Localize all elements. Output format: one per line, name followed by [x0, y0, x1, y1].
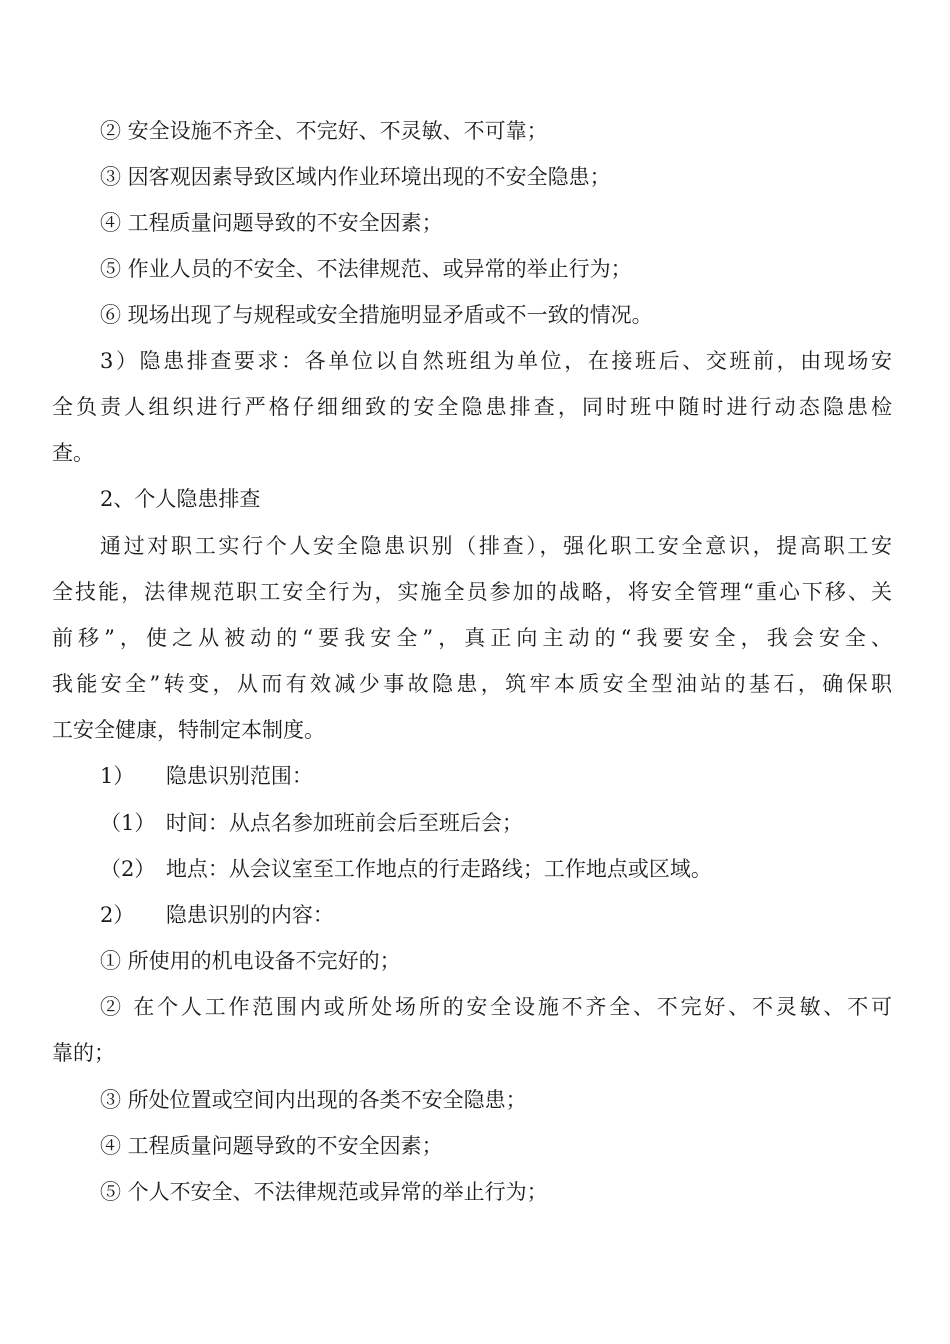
- paragraph-requirements-line-2: 全负责人组织进行严格仔细细致的安全隐患排查，同时班中随时进行动态隐患检: [52, 395, 892, 419]
- content-item-2-line-1: ② 在个人工作范围内或所处场所的安全设施不齐全、不完好、不灵敏、不可: [100, 995, 892, 1019]
- section-heading-personal: 2、个人隐患排查: [100, 487, 261, 511]
- scope-item-time: （1） 时间：从点名参加班前会后至班后会；: [100, 811, 523, 835]
- paragraph-personal-line-1: 通过对职工实行个人安全隐患识别（排查），强化职工安全意识，提高职工安: [100, 534, 892, 558]
- text-line-hazard-6: ⑥ 现场出现了与规程或安全措施明显矛盾或不一致的情况。: [100, 303, 653, 327]
- paragraph-personal-line-4: 我能安全”转变，从而有效减少事故隐患，筑牢本质安全型油站的基石，确保职: [52, 672, 892, 696]
- paragraph-personal-line-5: 工安全健康，特制定本制度。: [52, 718, 325, 742]
- paragraph-requirements-line-1: 3）隐患排查要求：各单位以自然班组为单位，在接班后、交班前，由现场安: [100, 349, 892, 373]
- paragraph-personal-line-2: 全技能，法律规范职工安全行为，实施全员参加的战略，将安全管理“重心下移、关: [52, 580, 892, 604]
- paragraph-requirements-line-3: 查。: [52, 441, 94, 465]
- scope-item-place: （2） 地点：从会议室至工作地点的行走路线；工作地点或区域。: [100, 857, 712, 881]
- text-line-hazard-4: ④ 工程质量问题导致的不安全因素；: [100, 211, 443, 235]
- text-line-hazard-2: ② 安全设施不齐全、不完好、不灵敏、不可靠；: [100, 119, 548, 143]
- content-item-2-line-2: 靠的；: [52, 1041, 115, 1065]
- text-line-hazard-3: ③ 因客观因素导致区域内作业环境出现的不安全隐患；: [100, 165, 611, 189]
- text-line-hazard-5: ⑤ 作业人员的不安全、不法律规范、或异常的举止行为；: [100, 257, 632, 281]
- content-item-4: ④ 工程质量问题导致的不安全因素；: [100, 1134, 443, 1158]
- content-item-3: ③ 所处位置或空间内出现的各类不安全隐患；: [100, 1088, 527, 1112]
- paragraph-personal-line-3: 前移”，使之从被动的“要我安全”，真正向主动的“我要安全，我会安全、: [52, 626, 892, 650]
- content-item-1: ① 所使用的机电设备不完好的；: [100, 949, 401, 973]
- subheading-scope: 1） 隐患识别范围：: [100, 764, 313, 788]
- subheading-content: 2） 隐患识别的内容：: [100, 903, 334, 927]
- content-item-5: ⑤ 个人不安全、不法律规范或异常的举止行为；: [100, 1180, 548, 1204]
